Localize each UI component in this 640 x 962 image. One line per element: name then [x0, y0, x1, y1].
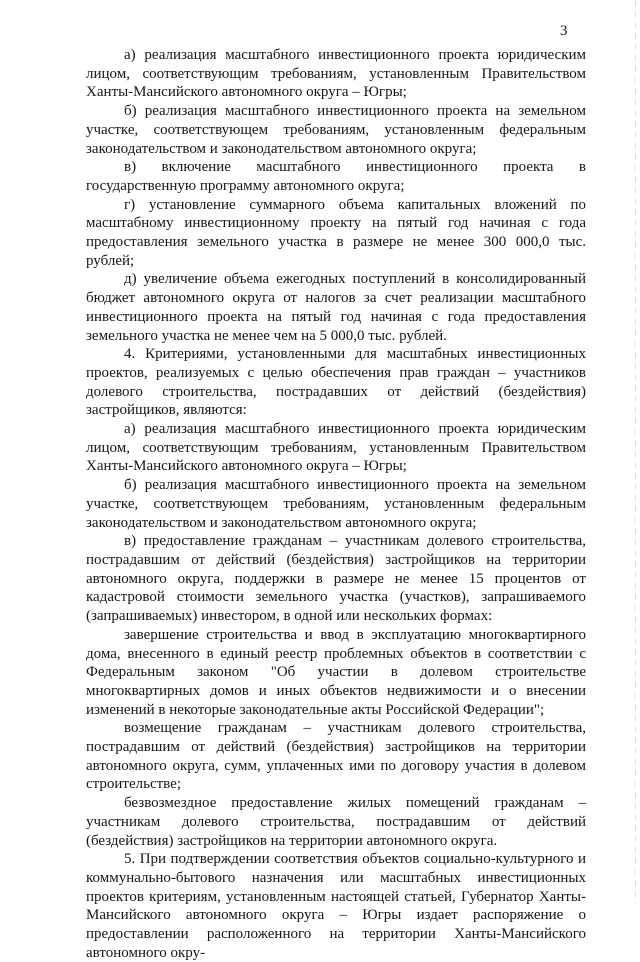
- paragraph-3g: г) установление суммарного объема капитальных вложений по масштабному инвестиционному проекту на пятый год начиная с года предоставления земельного участка в размере не менее 300 000,0 тыс. рублей;: [86, 196, 586, 269]
- scan-edge: [635, 0, 636, 905]
- paragraph-5: 5. При подтверждении соответствия объектов социально-культурного и коммунально-бытового назначения или масштабных инвестиционных проектов критериям, установленным настоящей статьей, Губернатор Ханты-Мансийского автономного округа – Югры издает распоряжение о предоставлении расположенного на территории Ханты-Мансийского автономного окру-: [86, 851, 586, 961]
- paragraph-4v-form-3: безвозмездное предоставление жилых помещений гражданам – участникам долевого строительства, пострадавшим от действий (бездействия) застройщиков на территории автономного округа.: [86, 795, 586, 849]
- paragraph-4b: б) реализация масштабного инвестиционного проекта на земельном участке, соответствующем требованиям, установленным федеральным законодательством и законодательством автономного округа;: [86, 477, 586, 531]
- paragraph-4: 4. Критериями, установленными для масштабных инвестиционных проектов, реализуемых с целью обеспечения прав граждан – участников долевого строительства, пострадавших от действий (бездействия) застройщиков, являются:: [86, 346, 586, 419]
- paragraph-3b: б) реализация масштабного инвестиционного проекта на земельном участке, соответствующем требованиям, установленным федеральным законодательством и законодательством автономного округа;: [86, 103, 586, 157]
- paragraph-4v-form-1: завершение строительства и ввод в эксплуатацию многоквартирного дома, внесенного в единый реестр проблемных объектов в соответствии с Федеральным законом "Об участии в долевом строительстве многоквартирных домов и иных объектов недвижимости и о внесении изменений в некоторые законодательные акты Российской Федерации";: [86, 626, 586, 718]
- document-body: [86, 46, 586, 962]
- paragraph-4v: в) предоставление гражданам – участникам долевого строительства, пострадавшим от действий (бездействия) застройщиков на территории автономного округа, поддержки в размере не менее 15 процентов от кадастровой стоимости земельного участка (участков), запрашиваемого (запрашиваемых) инвестором, в одной или нескольких формах:: [86, 533, 586, 625]
- page-number: 3: [560, 23, 568, 39]
- paragraph-3a: а) реализация масштабного инвестиционного проекта юридическим лицом, соответствующим требованиям, установленным Правительством Ханты-Мансийского автономного округа – Югры;: [86, 47, 586, 101]
- paragraph-4v-form-2: возмещение гражданам – участникам долевого строительства, пострадавшим от действий (бездействия) застройщиков на территории автономного округа, сумм, уплаченных ими по договору участия в долевом строительстве;: [86, 720, 586, 793]
- paragraph-3v: в) включение масштабного инвестиционного проекта в государственную программу автономного округа;: [86, 159, 586, 194]
- paragraph-3d: д) увеличение объема ежегодных поступлений в консолидированный бюджет автономного округа от налогов за счет реализации масштабного инвестиционного проекта на пятый год начиная с года предоставления земельного участка не менее чем на 5 000,0 тыс. рублей.: [86, 271, 586, 344]
- paragraph-4a: а) реализация масштабного инвестиционного проекта юридическим лицом, соответствующим требованиям, установленным Правительством Ханты-Мансийского автономного округа – Югры;: [86, 421, 586, 475]
